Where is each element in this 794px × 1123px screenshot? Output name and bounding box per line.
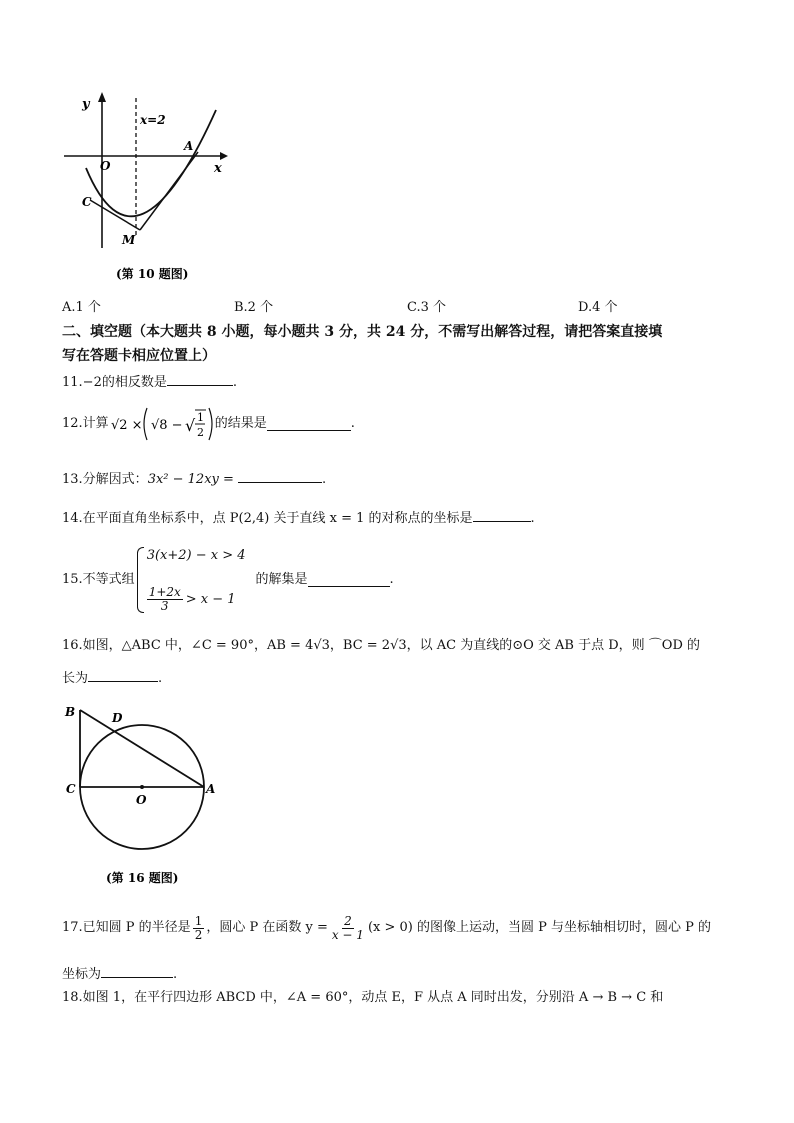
q13-end: . bbox=[322, 472, 327, 487]
q11-answer-blank bbox=[167, 373, 233, 386]
q12-suffix: 的结果是 bbox=[214, 416, 267, 431]
question-16-line1: 16.如图，△ABC 中，∠C = 90°，AB = 4√3，BC = 2√3，以 AC 为直线的⊙O 交 AB 于点 D，则 ⌒OD 的 bbox=[62, 638, 701, 653]
q16-answer-blank bbox=[88, 669, 158, 682]
q16-end: . bbox=[158, 671, 163, 686]
q17-line2-text: 坐标为 bbox=[62, 967, 102, 982]
q12-answer-blank bbox=[267, 418, 351, 431]
q17-frac-num: 1 bbox=[194, 913, 203, 928]
q17-frac2-num: 2 bbox=[344, 913, 352, 928]
figure-10-caption: (第 10 题图) bbox=[116, 267, 189, 281]
q17-end: . bbox=[173, 967, 178, 982]
label-y: y bbox=[82, 97, 90, 112]
label-m: M bbox=[122, 233, 136, 247]
q12-prefix: 12.计算 bbox=[62, 416, 109, 431]
x-axis-arrow bbox=[220, 152, 228, 160]
q15-frac-num: 1+2x bbox=[148, 585, 181, 599]
question-16-line2 bbox=[62, 669, 162, 688]
q15-line2-tail: > x − 1 bbox=[185, 591, 236, 607]
q17-function-fraction bbox=[330, 915, 366, 942]
svg-text:√8 −: √8 − bbox=[150, 418, 183, 433]
question-11 bbox=[62, 373, 237, 392]
segment-ma bbox=[140, 152, 198, 230]
question-12 bbox=[62, 404, 355, 444]
label-o: O bbox=[136, 793, 147, 807]
option-b: B.2 个 bbox=[234, 300, 274, 315]
svg-text:√2 ×: √2 × bbox=[110, 418, 143, 433]
q13-expression: 3x² − 12xy = bbox=[147, 472, 234, 487]
q15-line1: 3(x+2) − x > 4 bbox=[146, 548, 246, 563]
q13-prefix: 13.分解因式： bbox=[62, 472, 148, 487]
q17-suffix: (x > 0) 的图像上运动，当圆 P 与坐标轴相切时，圆心 P 的 bbox=[367, 920, 711, 935]
question-15 bbox=[62, 545, 394, 615]
figure-16-caption: (第 16 题图) bbox=[106, 871, 179, 885]
q11-end: . bbox=[232, 375, 237, 390]
q11-text: 11.−2的相反数是 bbox=[62, 375, 167, 390]
label-d: D bbox=[112, 711, 123, 725]
section-2-heading-line2: 写在答题卡相应位置上） bbox=[62, 348, 216, 364]
q17-mid: ，圆心 P 在函数 y = bbox=[206, 920, 328, 935]
question-13 bbox=[62, 470, 326, 489]
segment-ab bbox=[80, 710, 204, 787]
section-2-heading-line1: 二、填空题（本大题共 8 小题，每小题共 3 分，共 24 分，不需写出解答过程，请把答案直接填 bbox=[62, 324, 663, 340]
option-c: C.3 个 bbox=[407, 300, 447, 315]
q15-system bbox=[147, 547, 246, 613]
q16-line2-text: 长为 bbox=[62, 671, 89, 686]
q12-expression bbox=[109, 404, 215, 444]
label-c: C bbox=[82, 195, 92, 209]
q15-line2 bbox=[147, 586, 246, 613]
question-14 bbox=[62, 509, 535, 528]
q15-suffix: 的解集是 bbox=[255, 572, 308, 587]
label-a: A bbox=[206, 782, 216, 796]
q17-frac2-den: x − 1 bbox=[331, 927, 364, 942]
q15-frac-den: 3 bbox=[160, 599, 169, 613]
q17-frac-den: 2 bbox=[194, 927, 203, 942]
q17-radius-fraction bbox=[193, 915, 205, 942]
label-c: C bbox=[66, 782, 76, 796]
q15-end: . bbox=[389, 572, 394, 587]
option-a: A.1 个 bbox=[62, 300, 101, 315]
q13-answer-blank bbox=[238, 470, 322, 483]
svg-text:1: 1 bbox=[196, 411, 204, 424]
option-d: D.4 个 bbox=[578, 300, 618, 315]
svg-text:2: 2 bbox=[196, 426, 204, 439]
segment-cm bbox=[90, 200, 140, 230]
q14-end: . bbox=[530, 511, 535, 526]
figure-10 bbox=[60, 88, 230, 288]
symmetry-label: x=2 bbox=[140, 113, 166, 127]
q15-prefix: 15.不等式组 bbox=[62, 572, 135, 587]
q15-answer-blank bbox=[308, 574, 390, 587]
question-17-line2 bbox=[62, 965, 177, 984]
figure-16 bbox=[62, 700, 232, 890]
label-origin: O bbox=[100, 159, 111, 173]
question-18: 18.如图 1，在平行四边形 ABCD 中，∠A = 60°，动点 E，F 从点 A 同时出发，分别沿 A → B → C 和 bbox=[62, 990, 664, 1005]
q17-answer-blank bbox=[101, 965, 173, 978]
svg-text:√: √ bbox=[184, 416, 195, 435]
label-a: A bbox=[184, 139, 194, 153]
label-x: x bbox=[214, 161, 222, 176]
q12-end: . bbox=[350, 416, 355, 431]
label-b: B bbox=[65, 705, 76, 719]
y-axis-arrow bbox=[98, 92, 106, 102]
q17-prefix: 17.已知圆 P 的半径是 bbox=[62, 920, 191, 935]
q14-text: 14.在平面直角坐标系中，点 P(2,4) 关于直线 x = 1 的对称点的坐标是 bbox=[62, 511, 473, 526]
q15-brace bbox=[137, 547, 144, 613]
question-17-line1 bbox=[62, 908, 711, 948]
q15-fraction bbox=[147, 586, 183, 613]
center-point bbox=[140, 785, 144, 789]
q14-answer-blank bbox=[473, 509, 531, 522]
